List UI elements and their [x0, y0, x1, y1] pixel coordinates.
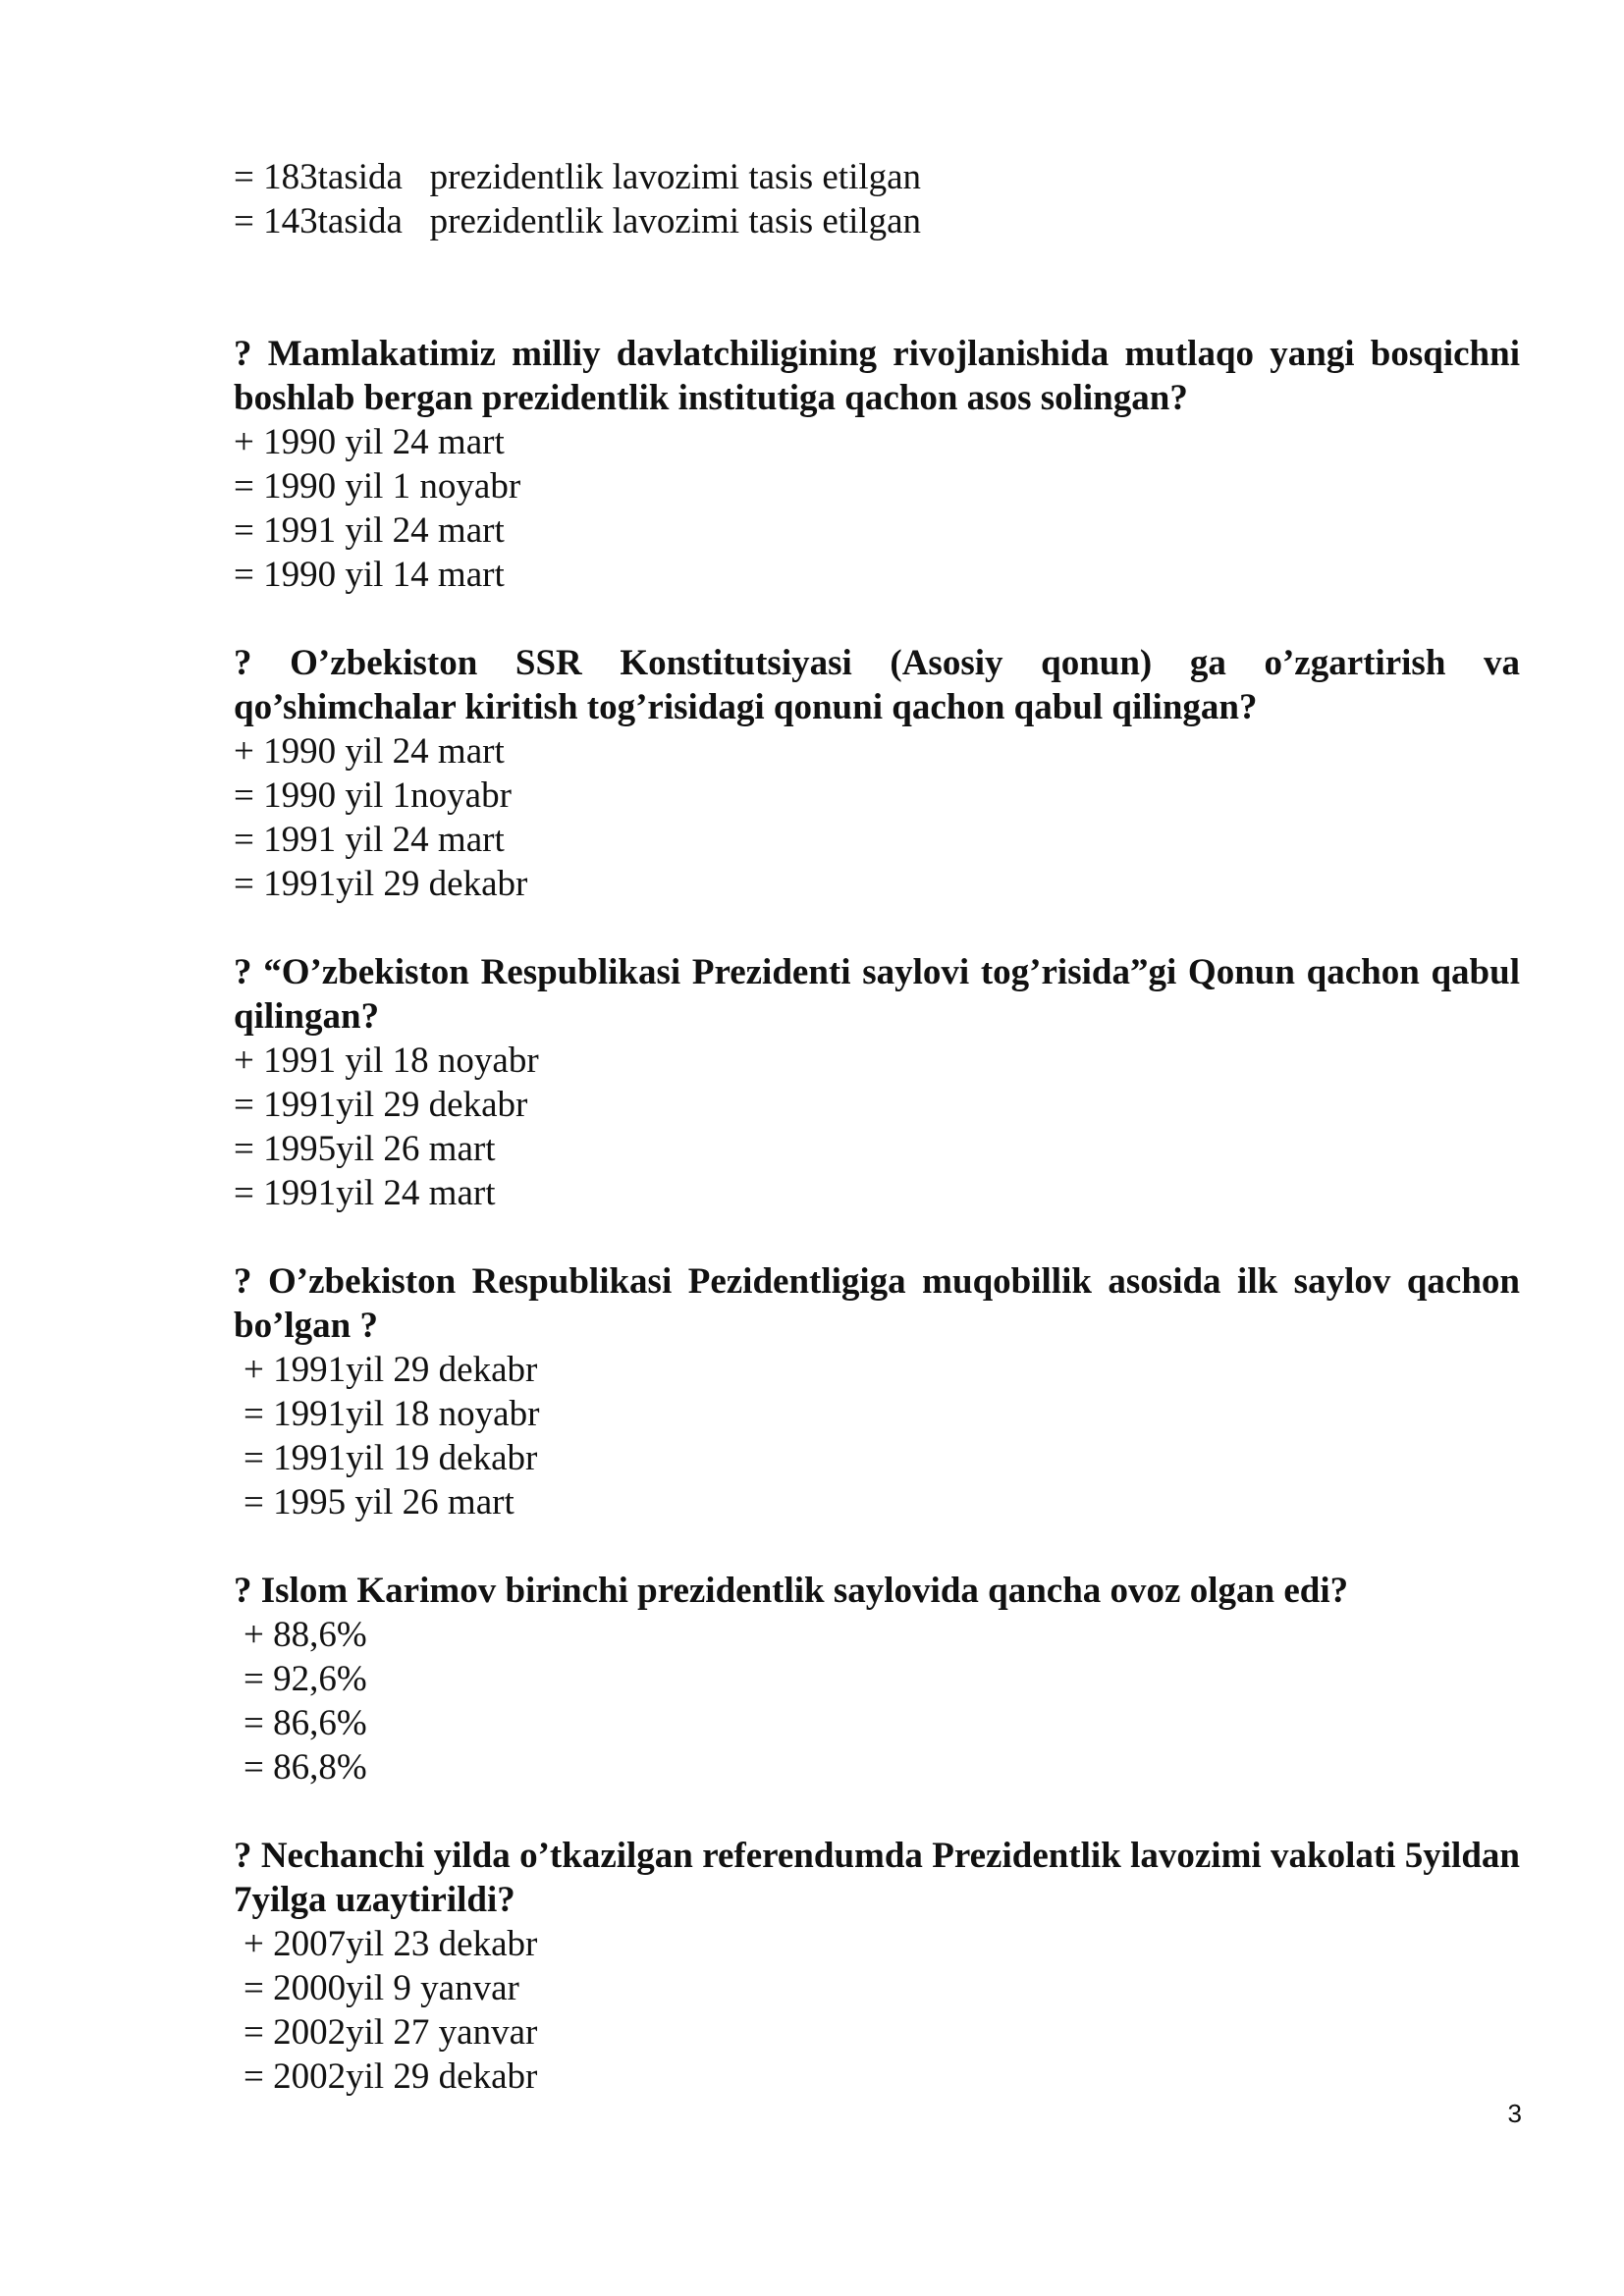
answer-list	[234, 1922, 1520, 2099]
question-block-5	[234, 1569, 1520, 1789]
answer-option: = 143tasida prezidentlik lavozimi tasis etilgan	[234, 201, 922, 241]
answer-option: = 1990 yil 1noyabr	[234, 775, 512, 816]
answer-option: = 1991yil 29 dekabr	[234, 864, 528, 904]
answer-list	[234, 1039, 1520, 1215]
answer-option: + 1991yil 29 dekabr	[244, 1350, 538, 1390]
answer-option: + 1990 yil 24 mart	[234, 731, 505, 772]
answer-option: = 2002yil 29 dekabr	[244, 2056, 538, 2097]
answer-list	[234, 1613, 1520, 1789]
answer-option: = 1991yil 24 mart	[234, 1173, 496, 1213]
answer-option: = 1995yil 26 mart	[234, 1129, 496, 1169]
spacer	[234, 243, 1520, 332]
answer-list	[234, 420, 1520, 597]
answer-option: = 1990 yil 14 mart	[234, 555, 505, 595]
answer-option: = 1991 yil 24 mart	[234, 510, 505, 551]
answer-option: = 86,6%	[244, 1703, 367, 1743]
intro-answers	[234, 155, 1520, 243]
page-content	[234, 155, 1520, 2099]
question-block-4	[234, 1259, 1520, 1524]
question-block-3	[234, 950, 1520, 1215]
answer-option: + 1990 yil 24 mart	[234, 422, 505, 462]
answer-option: = 1990 yil 1 noyabr	[234, 466, 521, 507]
answer-option: = 1995 yil 26 mart	[244, 1482, 514, 1522]
question-text: ? O’zbekiston SSR Konstitutsiyasi (Asosiy qonun) ga o’zgartirish va qo’shimchalar kiritish tog’risidagi qonuni qachon qabul qilingan?	[234, 643, 1520, 727]
question-text: ? Mamlakatimiz milliy davlatchiligining rivojlanishida mutlaqo yangi bosqichni boshlab bergan prezidentlik institutiga qachon asos solingan?	[234, 334, 1520, 418]
question-block-1	[234, 332, 1520, 597]
answer-option: = 86,8%	[244, 1747, 367, 1788]
answer-option: + 88,6%	[244, 1615, 367, 1655]
page-number: 3	[1507, 2099, 1522, 2128]
answer-option: + 2007yil 23 dekabr	[244, 1924, 538, 1964]
answer-option: = 2002yil 27 yanvar	[244, 2012, 538, 2053]
answer-option: = 2000yil 9 yanvar	[244, 1968, 519, 2008]
answer-option: = 1991yil 18 noyabr	[244, 1394, 540, 1434]
answer-list	[234, 1348, 1520, 1524]
question-text: ? O’zbekiston Respublikasi Pezidentligiga muqobillik asosida ilk saylov qachon bo’lgan ?	[234, 1261, 1520, 1346]
answer-list	[234, 729, 1520, 906]
question-block-6	[234, 1834, 1520, 2099]
answer-option: = 1991yil 19 dekabr	[244, 1438, 538, 1478]
answer-option: + 1991 yil 18 noyabr	[234, 1041, 539, 1081]
question-text: ? Nechanchi yilda o’tkazilgan referendumda Prezidentlik lavozimi vakolati 5yildan 7yilga uzaytirildi?	[234, 1836, 1520, 1920]
question-block-2	[234, 641, 1520, 906]
answer-option: = 1991 yil 24 mart	[234, 820, 505, 860]
answer-option: = 1991yil 29 dekabr	[234, 1085, 528, 1125]
answer-option: = 92,6%	[244, 1659, 367, 1699]
question-text: ? “O’zbekiston Respublikasi Prezidenti saylovi tog’risida”gi Qonun qachon qabul qilingan?	[234, 952, 1520, 1037]
question-text: ? Islom Karimov birinchi prezidentlik saylovida qancha ovoz olgan edi?	[234, 1571, 1349, 1611]
answer-option: = 183tasida prezidentlik lavozimi tasis etilgan	[234, 157, 922, 197]
